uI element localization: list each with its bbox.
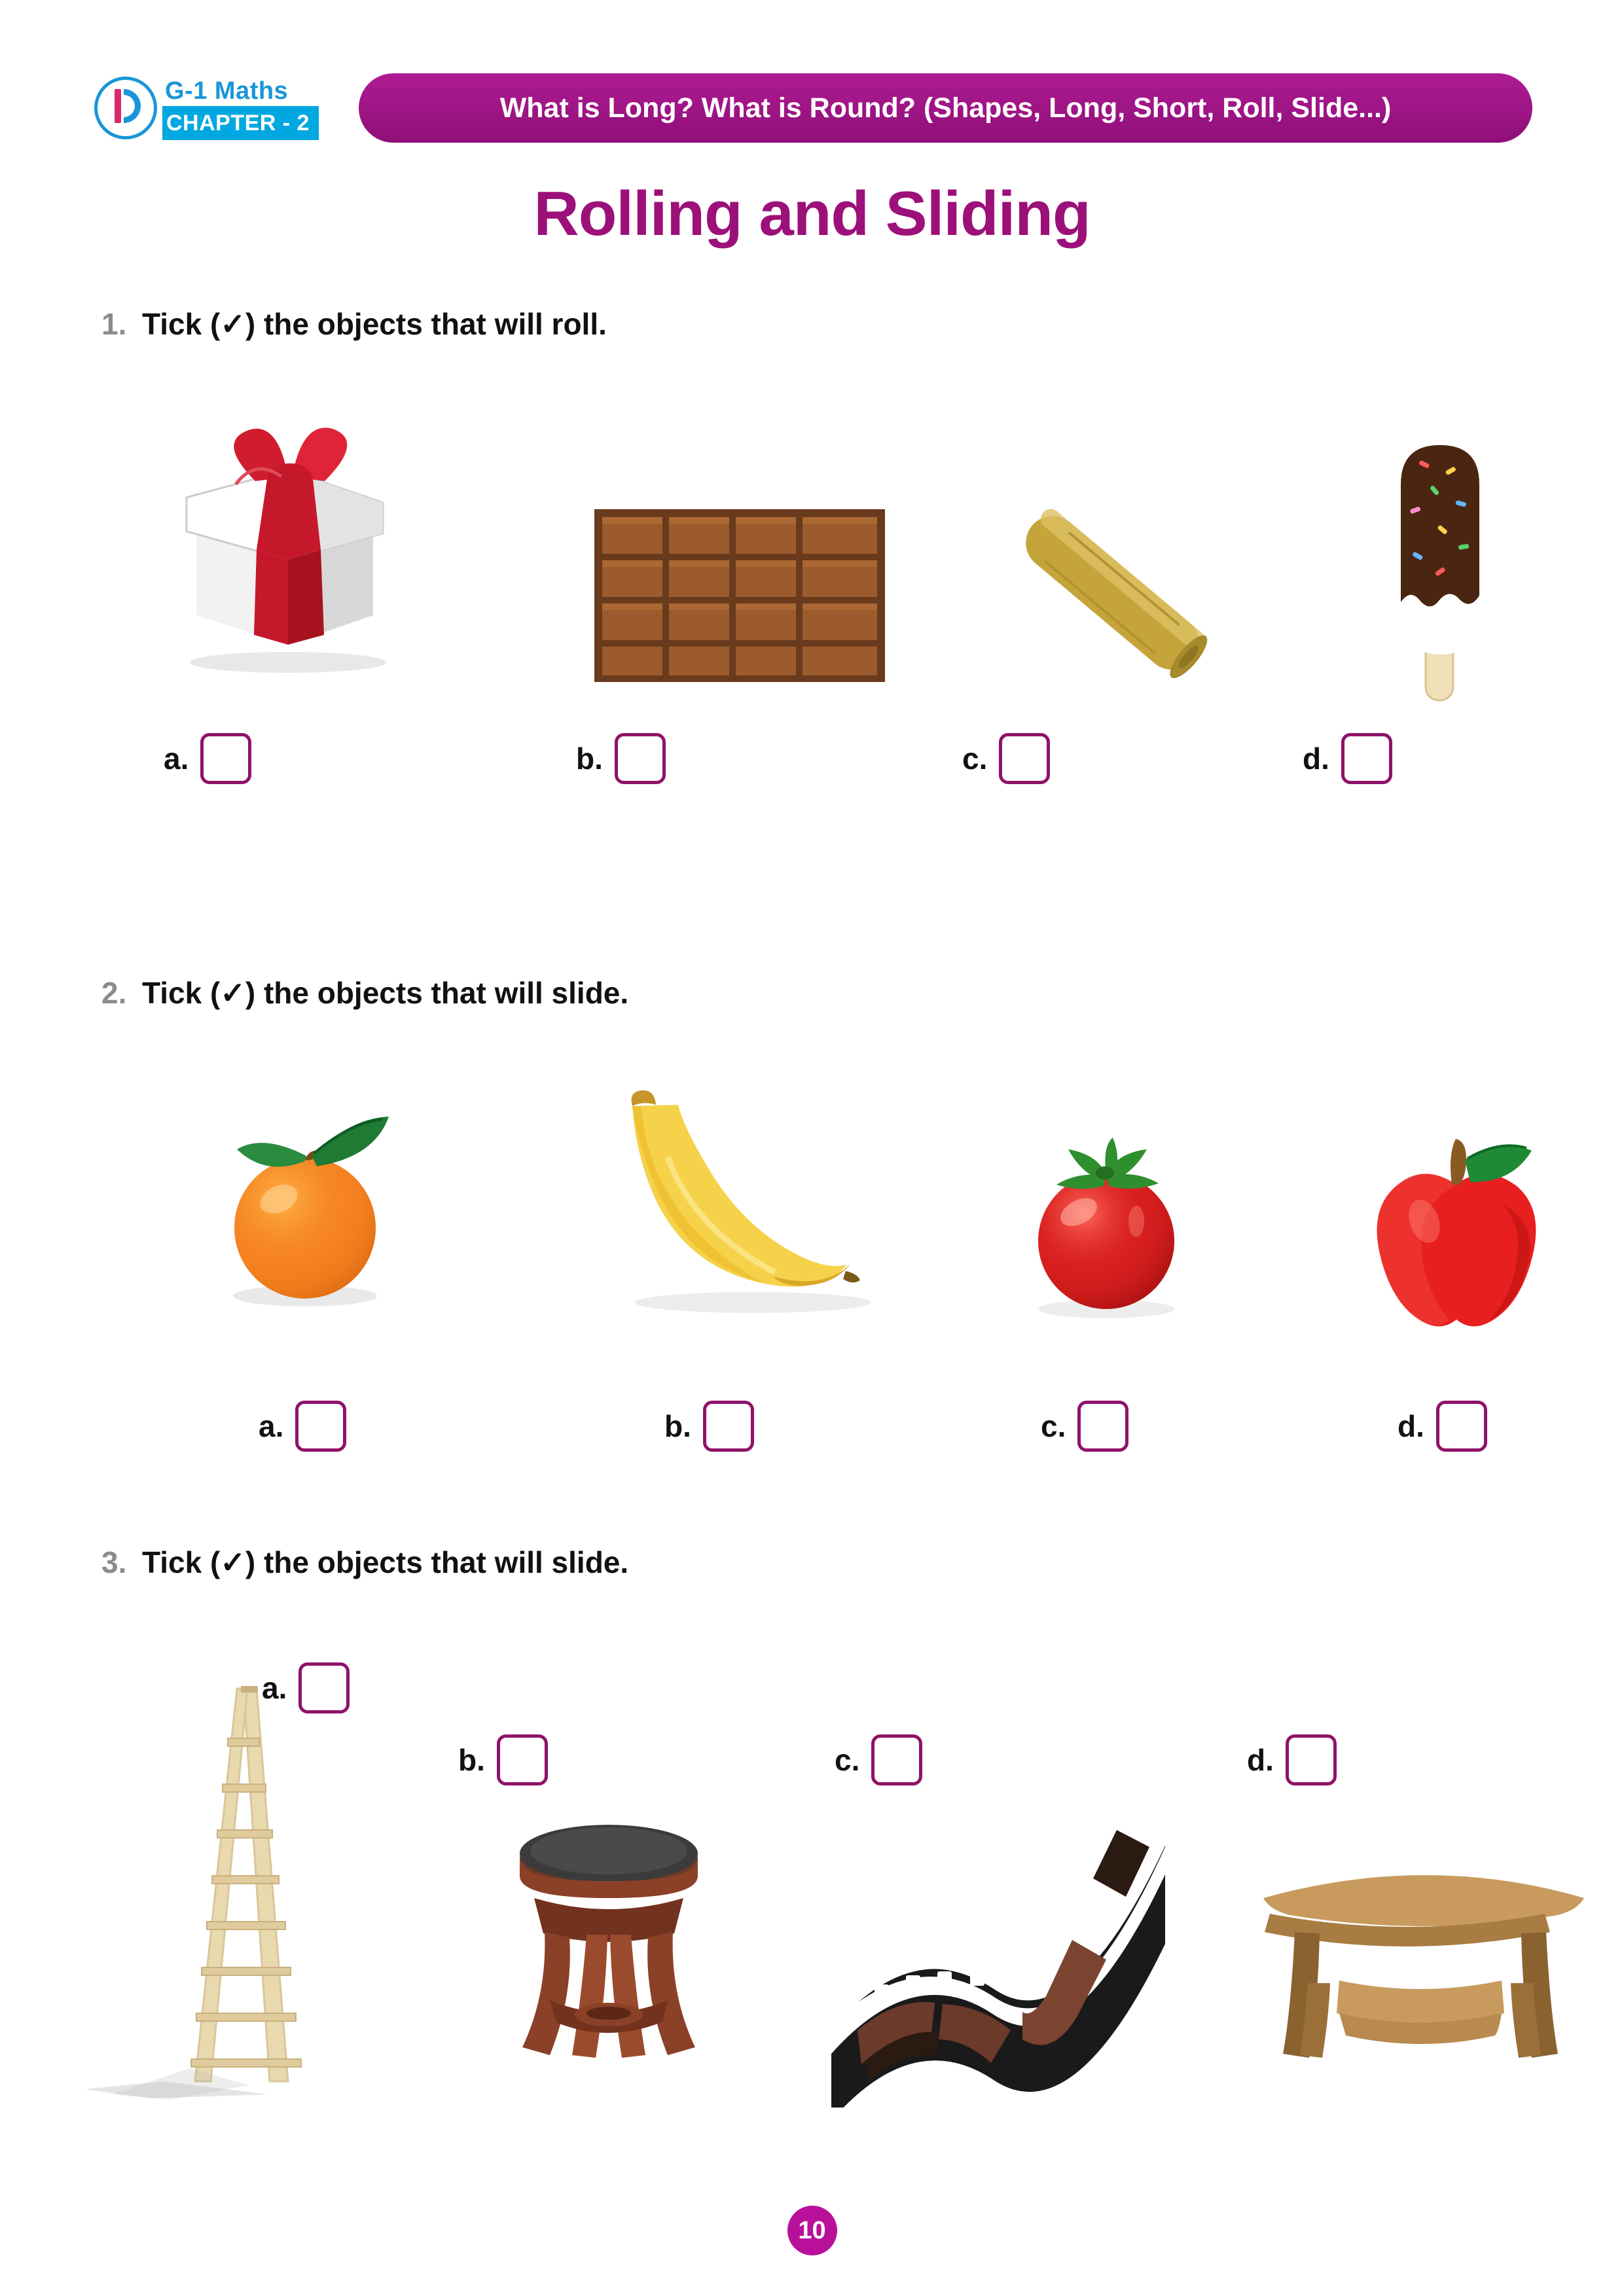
option-image-ladder [72,1676,373,2108]
question-2 [101,975,628,1011]
option-2b [664,1401,754,1452]
option-image-orange [183,1080,419,1316]
question-1-number: 1. [101,307,127,341]
option-letter: d. [1247,1743,1274,1777]
option-image-rolling-pin [969,478,1257,707]
tick-checkbox-1d[interactable] [1341,733,1392,784]
option-1b [576,733,666,784]
option-image-apple [1348,1106,1564,1329]
option-image-stool [471,1806,746,2094]
option-letter: b. [458,1743,485,1777]
chocolate-bar-icon [583,497,897,694]
question-1 [101,306,607,342]
apple-icon [1348,1106,1564,1329]
option-letter: a. [259,1409,284,1443]
option-image-tomato [1001,1113,1218,1329]
option-image-chocolate-bar [583,497,897,694]
tick-checkbox-3b[interactable] [497,1734,548,1785]
tick-checkbox-1c[interactable] [999,733,1050,784]
tick-checkbox-1b[interactable] [615,733,666,784]
tick-checkbox-1a[interactable] [200,733,251,784]
option-letter: a. [164,742,189,776]
option-image-banana [576,1080,916,1329]
page-header [92,73,1532,144]
badge-chapter-label: CHAPTER - 2 [162,106,319,140]
gift-box-icon [157,419,406,681]
wooden-rolling-pin-icon [969,478,1257,707]
option-3b [458,1734,548,1785]
option-2c [1041,1401,1128,1452]
tick-checkbox-3d[interactable] [1286,1734,1337,1785]
question-1-text: Tick (✓) the objects that will roll. [142,307,607,341]
option-3d [1247,1734,1337,1785]
page-number: 10 [787,2206,837,2255]
question-3 [101,1545,628,1580]
option-letter: c. [835,1743,860,1777]
option-2d [1398,1401,1487,1452]
subject-badge [92,73,347,143]
question-3-number: 3. [101,1545,127,1579]
tick-checkbox-3c[interactable] [871,1734,922,1785]
option-image-gift-box [157,419,406,681]
page-title: Rolling and Sliding [533,179,1091,249]
table-icon [1224,1826,1617,2101]
question-3-text: Tick (✓) the objects that will slide. [142,1545,629,1579]
question-2-number: 2. [101,976,127,1010]
stool-icon [471,1806,746,2094]
tomato-icon [1001,1113,1218,1329]
option-letter: b. [664,1409,691,1443]
option-3c [835,1734,922,1785]
badge-subject-label: G-1 Maths [162,76,319,106]
tick-checkbox-2d[interactable] [1436,1401,1487,1452]
tick-checkbox-2b[interactable] [703,1401,754,1452]
option-image-film-strip [812,1800,1191,2108]
option-image-ice-cream-bar [1342,406,1538,713]
badge-text-block [162,76,319,140]
option-letter: b. [576,742,603,776]
option-letter: c. [1041,1409,1066,1443]
option-letter: a. [262,1671,287,1705]
banana-icon [576,1080,916,1329]
ice-cream-bar-icon [1342,406,1538,713]
option-letter: c. [962,742,988,776]
film-strip-icon [812,1800,1191,2108]
tick-checkbox-2c[interactable] [1077,1401,1128,1452]
option-letter: d. [1398,1409,1424,1443]
book-circle-logo-icon [94,77,157,139]
option-1a [164,733,251,784]
option-image-table [1224,1826,1617,2101]
tick-checkbox-2a[interactable] [295,1401,346,1452]
option-2a [259,1401,346,1452]
chapter-title-banner: What is Long? What is Round? (Shapes, Long, Short, Roll, Slide...) [359,73,1532,143]
question-2-text: Tick (✓) the objects that will slide. [142,976,629,1010]
option-1c [962,733,1050,784]
ladder-icon [72,1676,373,2108]
option-1d [1303,733,1392,784]
option-letter: d. [1303,742,1329,776]
orange-icon [183,1080,419,1316]
